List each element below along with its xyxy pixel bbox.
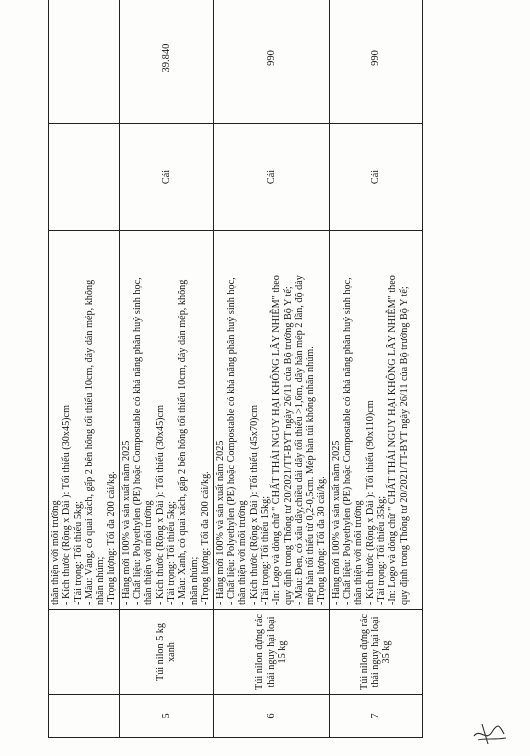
table-row: [329, 0, 422, 738]
item-number: 5: [119, 695, 213, 738]
spec-line: -Tải trọng: Tối thiểu 15kg;: [259, 495, 271, 605]
spec-line: - Kích thước (Rộng x Dài ): Tối thiểu (30x45)cm: [154, 405, 166, 605]
spec-line: thân thiện với môi trường: [353, 500, 365, 605]
item-number: 6: [213, 695, 329, 738]
spec-line: -Trọng lượng: Tối đa 30 cái/kg.: [316, 476, 328, 605]
spec-line: - Kích thước (Rộng x Dài ): Tối thiểu (90x110)cm: [364, 400, 376, 605]
spec-line: - Chất liệu: Polyethylen (PE) hoặc Compostable có khả năng phân huỷ sinh học,: [342, 277, 354, 605]
item-quantity: 990: [213, 0, 329, 124]
item-quantity: 990: [329, 0, 422, 124]
handwritten-signature-mark: [470, 718, 510, 748]
spec-line: thân thiện với môi trường: [50, 500, 61, 605]
spec-line: nhăn nhúm;: [188, 556, 200, 605]
item-unit: Cái: [119, 124, 213, 231]
spec-line: - Màu: Vàng, có quai xách, gấp 2 bên hông tối thiểu 10cm, đáy dán mép, không: [83, 279, 95, 605]
spec-line: - Màu: Xanh, có quai xách, gấp 2 bên hông tối thiểu 10cm, đáy dán mép, không: [177, 279, 189, 605]
spec-line: -In: Logo và dòng chữ " CHẤT THẢI NGUY HẠI KHÔNG LÂY NHIỄM" theo: [387, 275, 399, 605]
spec-line: thân thiện với môi trường: [237, 500, 249, 605]
spec-line: -Trọng lượng: Tối đa 200 cái/kg.: [106, 471, 118, 605]
spec-line: - Màu: Đen, có xâu dây,chiều dài dây tối thiểu >1,6m, dây hàn mép 2 lần, độ dày: [293, 275, 305, 605]
item-specification: [213, 231, 329, 610]
item-quantity: 39.840: [119, 0, 213, 124]
table-row: [49, 0, 120, 738]
document-page: [48, 38, 518, 738]
item-specification: [119, 231, 213, 610]
spec-line: - Kích thước (Rộng x Dài ): Tối thiểu (30x45)cm: [61, 405, 73, 605]
item-name: Túi nilon đựng rác thải nguy hại loại 15 kg: [213, 610, 329, 695]
spec-line: mép hàn tối thiểu từ 0,2-0,5cm. Mép hàn túi không nhăn nhúm.: [305, 346, 317, 605]
item-specification: [49, 231, 120, 610]
spec-line: -Tải trọng: Tối thiểu 5kg;: [72, 501, 84, 605]
spec-line: - Hàng mới 100% và sản xuất năm 2025: [214, 440, 226, 605]
spec-line: -In: Logo và dòng chữ " CHẤT THẢI NGUY HẠI KHÔNG LÂY NHIỄM" theo: [271, 275, 283, 605]
table-row: [213, 0, 329, 738]
spec-line: - Hàng mới 100% và sản xuất năm 2025: [120, 440, 132, 605]
item-number: [49, 695, 120, 738]
spec-line: -Tải trọng: Tối thiểu 5kg;: [165, 501, 177, 605]
item-name: [49, 610, 120, 695]
item-unit: Cái: [329, 124, 422, 231]
item-quantity: [49, 0, 120, 124]
spec-line: nhăn nhúm;: [95, 556, 107, 605]
item-unit: Cái: [213, 124, 329, 231]
spec-line: quy định trong Thông tư 20/2021/TT-BYT ngày 26/11 của Bộ trưởng Bộ Y tế;: [282, 286, 294, 605]
item-specification: [329, 231, 422, 610]
spec-line: quy định trong Thông tư 20/2021/TT-BYT ngày 26/11 của Bộ trưởng Bộ Y tế;: [398, 286, 410, 605]
item-number: 7: [329, 695, 422, 738]
spec-line: - Chất liệu: Polyethylen (PE) hoặc Compostable có khả năng phân huỷ sinh học,: [132, 277, 144, 605]
spec-line: - Kích thước (Rộng x Dài ): Tối thiểu (45x70)cm: [248, 405, 260, 605]
spec-line: -Tải trọng: Tối thiểu 35kg;: [375, 495, 387, 605]
table-row: [119, 0, 213, 738]
item-unit: [49, 124, 120, 231]
item-name: Túi nilon đựng rác thải nguy hại loại 35 kg: [329, 610, 422, 695]
spec-line: -Trọng lượng: Tối đa 200 cái/kg.: [199, 471, 211, 605]
spec-line: thân thiện với môi trường: [143, 500, 155, 605]
product-spec-table: [48, 0, 423, 738]
spec-line: - Hàng mới 100% và sản xuất năm 2025: [330, 440, 342, 605]
spec-line: - Chất liệu: Polyethylen (PE) hoặc Compostable có khả năng phân huỷ sinh học,: [226, 277, 238, 605]
item-name: Túi nilon 5 kg xanh: [119, 610, 213, 695]
